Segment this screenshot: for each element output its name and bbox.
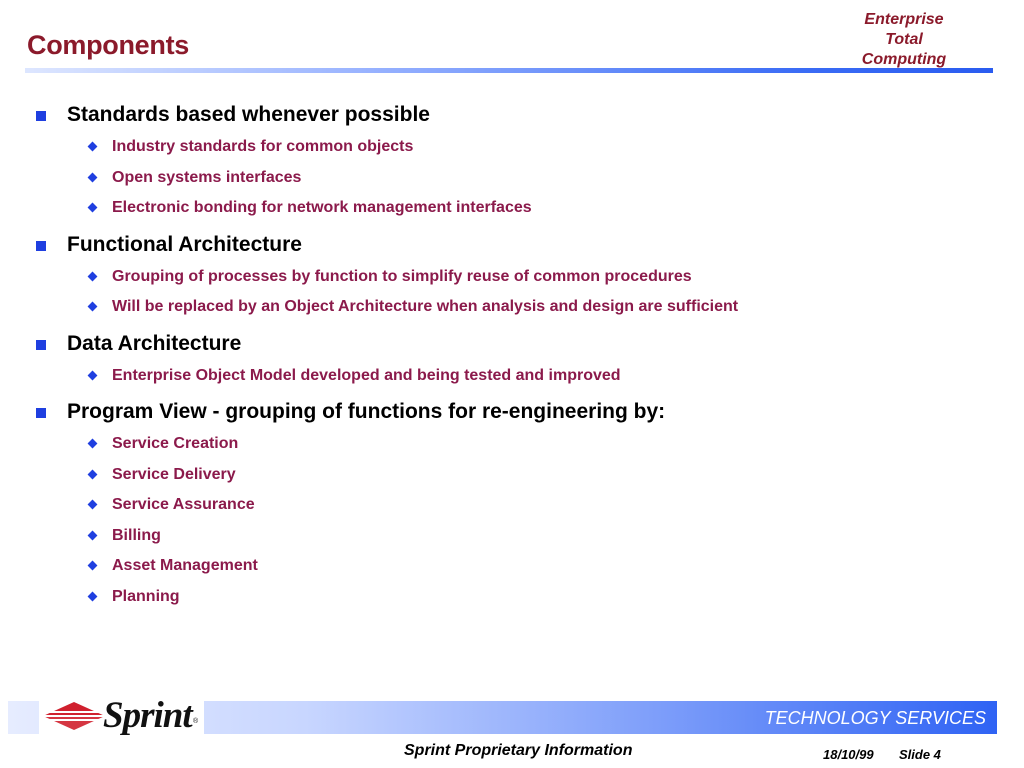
sprint-logo-text: Sprint bbox=[103, 695, 192, 736]
sub-bullet-text: Enterprise Object Model developed and being tested and improved bbox=[112, 366, 621, 384]
bullet-heading bbox=[0, 228, 1024, 262]
sub-bullet-text: Open systems interfaces bbox=[112, 168, 302, 186]
bullet-heading bbox=[0, 395, 1024, 429]
sub-bullet bbox=[0, 582, 1024, 613]
proprietary-notice: Sprint Proprietary Information bbox=[404, 742, 633, 759]
header-divider bbox=[25, 68, 993, 73]
brand-block bbox=[844, 10, 964, 70]
registered-mark: ® bbox=[193, 718, 199, 725]
heading-text: Data Architecture bbox=[67, 331, 242, 355]
sub-bullet-text: Asset Management bbox=[112, 557, 258, 574]
diamond-bullet-icon bbox=[88, 172, 98, 182]
diamond-bullet-icon bbox=[88, 561, 98, 571]
sub-bullet bbox=[0, 429, 1024, 460]
diamond-bullet-icon bbox=[88, 530, 98, 540]
bullet-heading bbox=[0, 98, 1024, 132]
sub-bullet-text: Electronic bonding for network management interfaces bbox=[112, 199, 532, 216]
sub-bullet-text: Billing bbox=[112, 526, 161, 544]
diamond-bullet-icon bbox=[88, 469, 98, 479]
sprint-diamond-icon bbox=[39, 694, 109, 736]
sub-bullet bbox=[0, 193, 1024, 224]
slide-number: Slide 4 bbox=[899, 747, 941, 762]
square-bullet-icon bbox=[36, 340, 46, 350]
brand-line: Total bbox=[885, 31, 923, 48]
brand-line: Enterprise bbox=[864, 11, 944, 28]
sub-bullet bbox=[0, 132, 1024, 163]
bullet-list bbox=[0, 98, 1024, 612]
square-bullet-icon bbox=[36, 241, 46, 251]
sub-bullet bbox=[0, 460, 1024, 491]
footer-date: 18/10/99 bbox=[823, 747, 874, 762]
brand-line: Computing bbox=[861, 51, 947, 68]
bullet-heading bbox=[0, 327, 1024, 361]
diamond-bullet-icon bbox=[88, 500, 98, 510]
sub-bullet bbox=[0, 292, 1024, 323]
section bbox=[0, 327, 1024, 392]
diamond-bullet-icon bbox=[88, 370, 98, 380]
sub-bullet-text: Planning bbox=[112, 587, 180, 605]
sub-bullet bbox=[0, 521, 1024, 552]
sub-bullet-text: Grouping of processes by function to simplify reuse of common procedures bbox=[112, 267, 692, 285]
sub-bullet-text: Will be replaced by an Object Architecture when analysis and design are sufficient bbox=[112, 298, 739, 315]
sub-bullet bbox=[0, 163, 1024, 194]
square-bullet-icon bbox=[36, 111, 46, 121]
heading-text: Program View - grouping of functions for re-engineering by: bbox=[67, 400, 666, 423]
section bbox=[0, 228, 1024, 323]
sub-bullet-text: Service Creation bbox=[112, 435, 239, 452]
sub-bullet bbox=[0, 551, 1024, 582]
heading-text: Standards based whenever possible bbox=[67, 103, 430, 126]
section bbox=[0, 395, 1024, 612]
diamond-bullet-icon bbox=[88, 302, 98, 312]
section bbox=[0, 98, 1024, 224]
square-bullet-icon bbox=[36, 408, 46, 418]
sub-bullet-text: Service Delivery bbox=[112, 465, 236, 483]
diamond-bullet-icon bbox=[88, 439, 98, 449]
sub-bullet-text: Service Assurance bbox=[112, 496, 255, 513]
sub-bullet-text: Industry standards for common objects bbox=[112, 138, 414, 155]
banner-text: TECHNOLOGY SERVICES bbox=[764, 708, 986, 728]
sub-bullet bbox=[0, 262, 1024, 293]
diamond-bullet-icon bbox=[88, 271, 98, 281]
slide-title: Components bbox=[27, 30, 189, 60]
sub-bullet bbox=[0, 361, 1024, 392]
diamond-bullet-icon bbox=[88, 203, 98, 213]
diamond-bullet-icon bbox=[88, 142, 98, 152]
heading-text: Functional Architecture bbox=[67, 232, 302, 256]
sub-bullet bbox=[0, 490, 1024, 521]
diamond-bullet-icon bbox=[88, 591, 98, 601]
